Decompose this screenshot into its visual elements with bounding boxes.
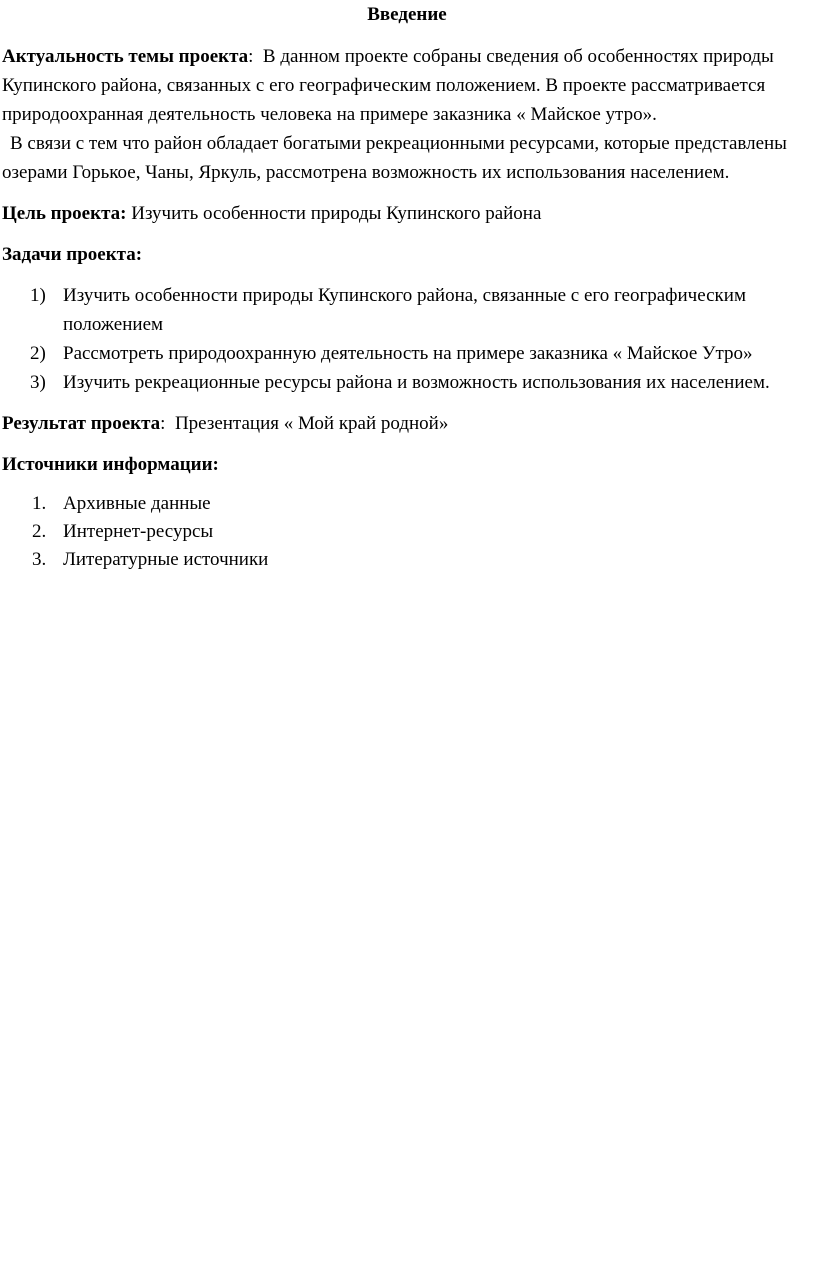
list-item-text: Изучить рекреационные ресурсы района и возможность использования их населением.: [63, 372, 770, 393]
result-paragraph: [2, 409, 812, 438]
list-item: [2, 490, 812, 518]
list-item: [2, 281, 812, 339]
page-title: Введение: [367, 4, 447, 25]
goal-text: Изучить особенности природы Купинского района: [126, 203, 542, 224]
list-item-marker: 1.: [32, 493, 47, 514]
result-separator: :: [160, 413, 166, 434]
tasks-heading: Задачи проекта:: [2, 244, 143, 265]
relevance-paragraph: [2, 42, 812, 129]
list-item-marker: 3.: [32, 549, 47, 570]
relevance-text: В данном проекте собраны сведения об особенностях природы Купинского района, связанных с его географическим положением. В проекте рассматривается природоохранная деятельность человека на примере заказника « Майское утро».: [2, 46, 779, 125]
result-text: Презентация « Мой край родной»: [165, 413, 449, 434]
list-item-marker: 1): [30, 285, 46, 306]
list-item-text: Рассмотреть природоохранную деятельность на примере заказника « Майское Утро»: [63, 343, 753, 364]
list-item-marker: 2.: [32, 521, 47, 542]
list-item-text: Интернет-ресурсы: [63, 521, 214, 542]
list-item-marker: 2): [30, 343, 46, 364]
list-item-marker: 3): [30, 372, 46, 393]
list-item: [2, 368, 812, 397]
list-item-text: Изучить особенности природы Купинского района, связанные с его географическим положением: [63, 285, 746, 335]
result-label: Результат проекта: [2, 413, 161, 434]
list-item: [2, 518, 812, 546]
list-item: [2, 546, 812, 574]
goal-label: Цель проекта:: [2, 203, 127, 224]
list-item: [2, 339, 812, 368]
relevance-label: Актуальность темы проекта: [2, 46, 249, 67]
goal-paragraph: [2, 199, 812, 228]
list-item-text: Архивные данные: [63, 493, 211, 514]
sources-heading: Источники информации:: [2, 454, 219, 475]
relevance-paragraph-2: В связи с тем что район обладает богатыми рекреационными ресурсами, которые представлены озерами Горькое, Чаны, Яркуль, рассмотрена возможность их использования населением.: [2, 133, 787, 183]
tasks-list: [2, 281, 812, 397]
sources-list: [2, 490, 812, 574]
list-item-text: Литературные источники: [63, 549, 269, 570]
relevance-separator: :: [248, 46, 254, 67]
